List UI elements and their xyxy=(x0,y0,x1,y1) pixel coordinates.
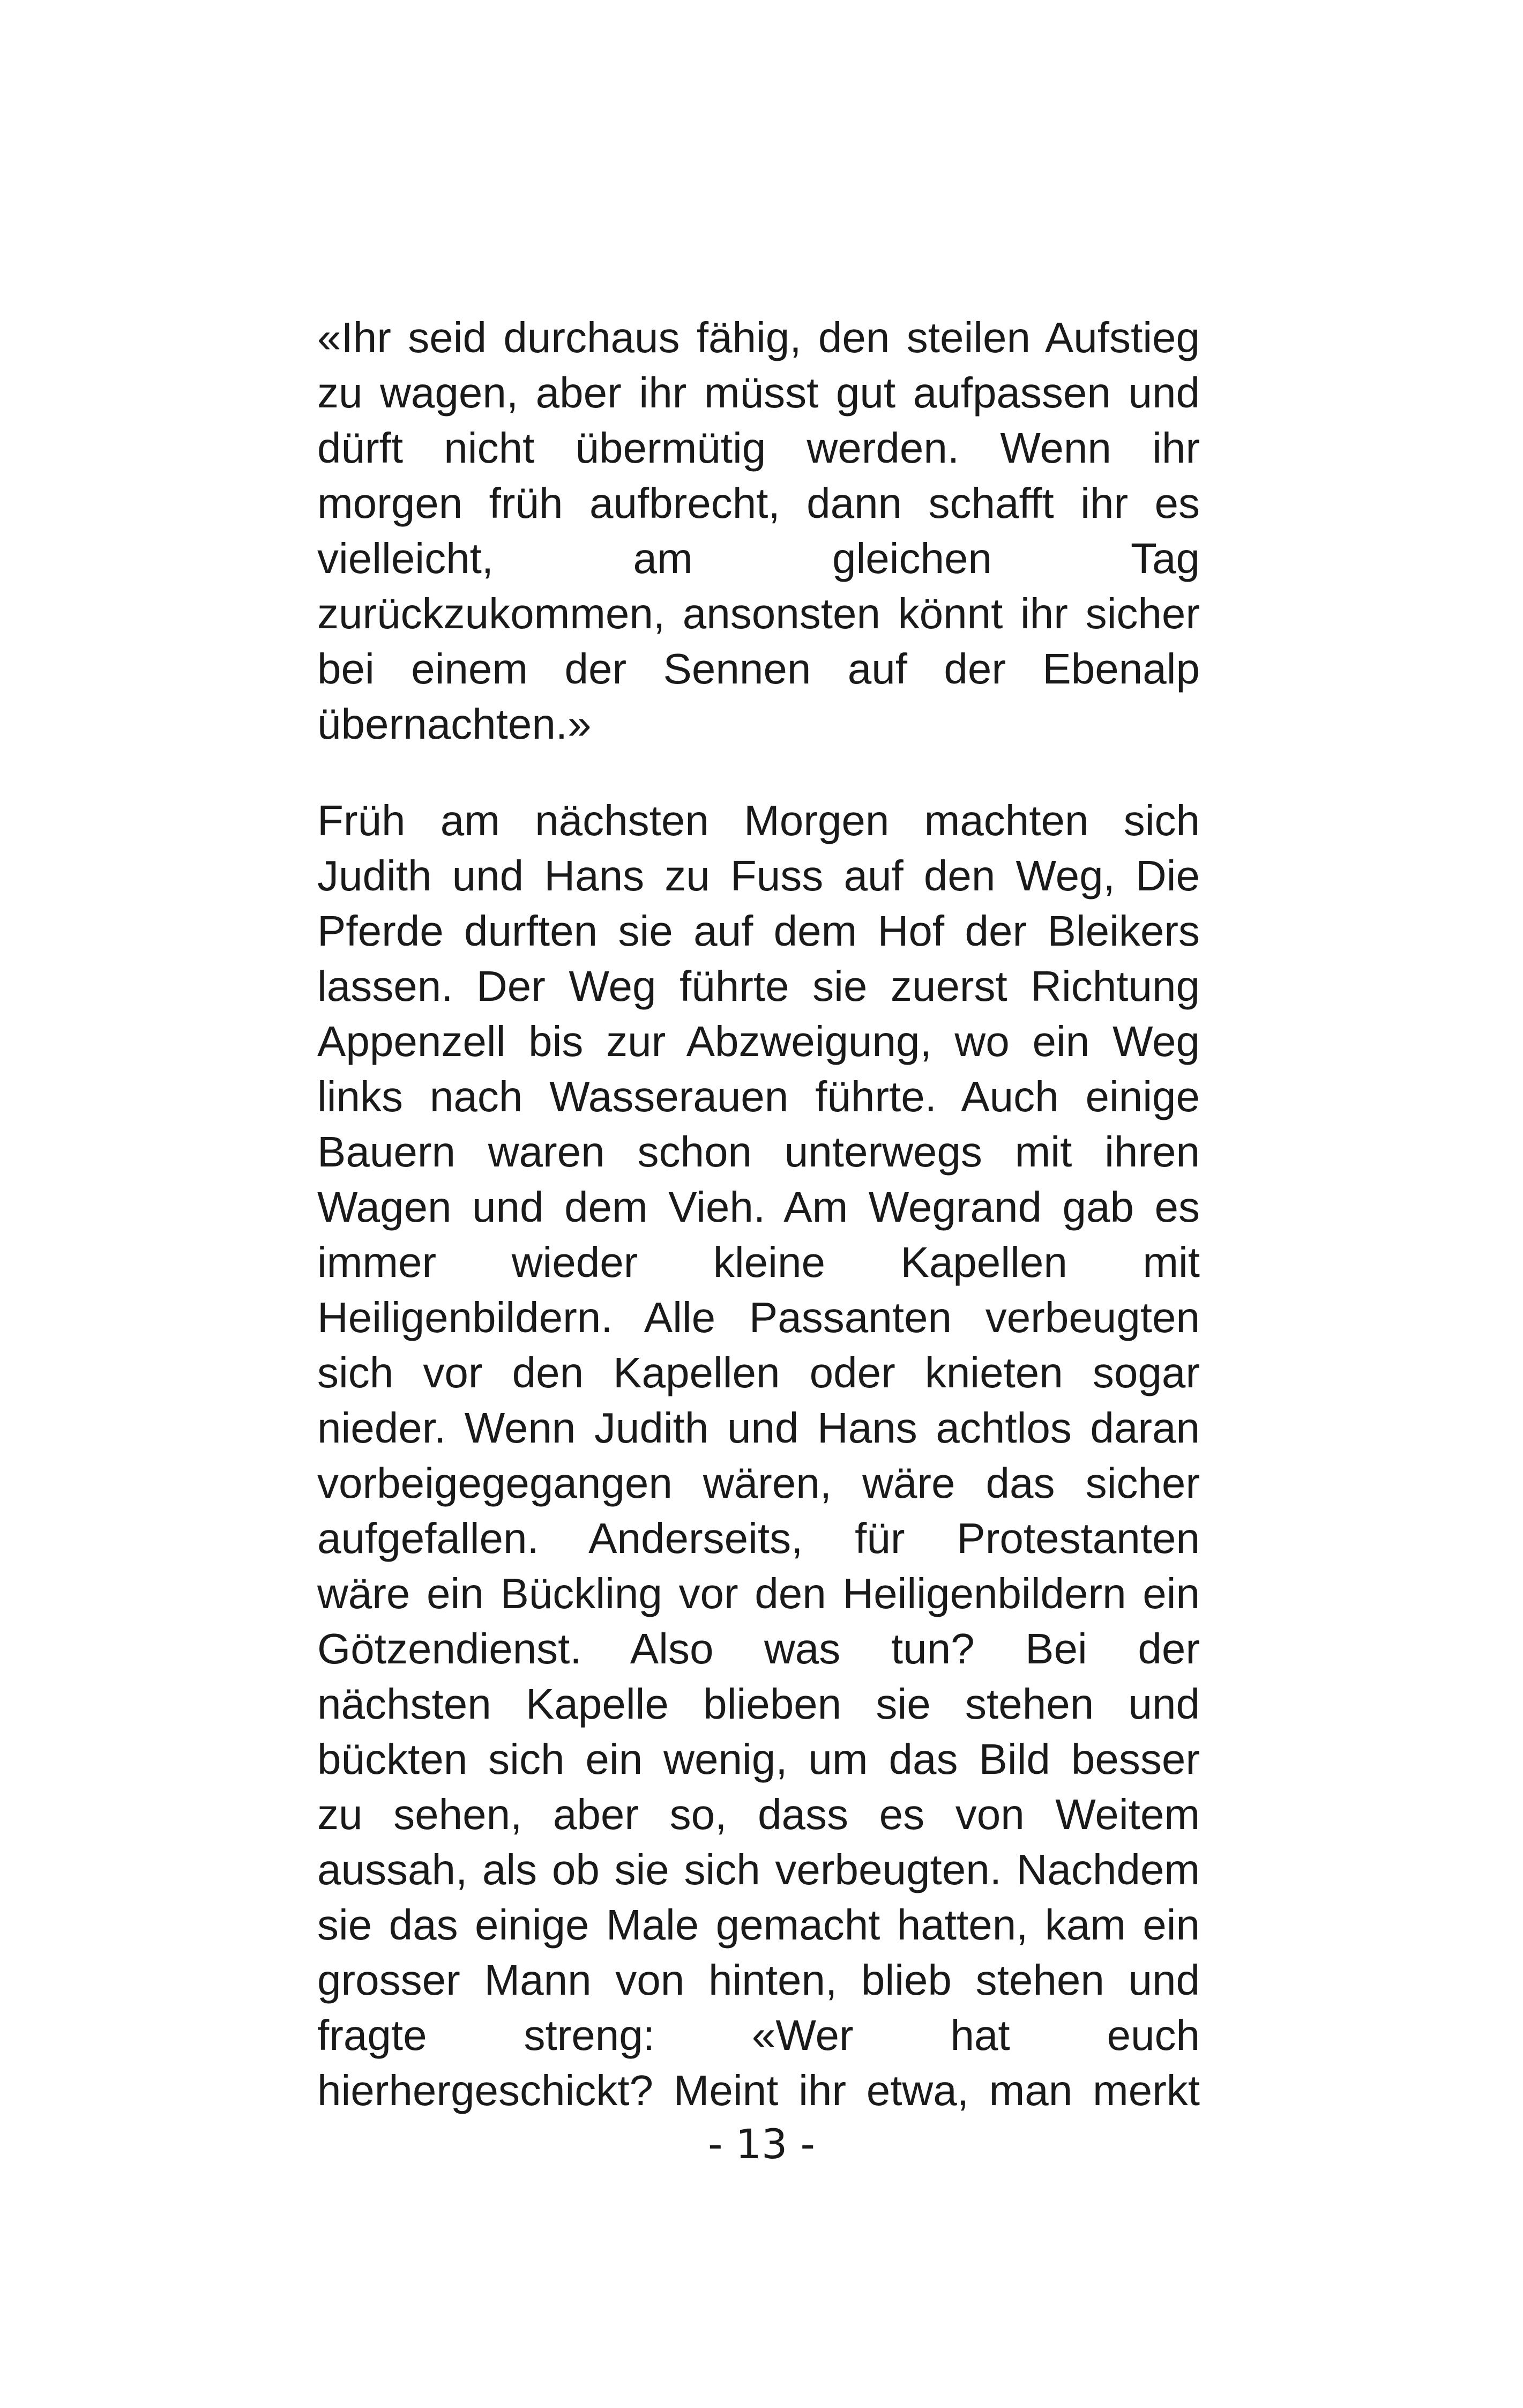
text-line: wäre ein Bückling vor den Heiligenbildern ein xyxy=(317,1570,1200,1617)
text-line: zurückzukommen, ansonsten könnt ihr sicher xyxy=(317,590,1200,637)
text-line: hierhergeschickt? Meint ihr etwa, man merkt xyxy=(317,2067,1200,2114)
text-line: zu sehen, aber so, dass es von Weitem xyxy=(317,1790,1200,1838)
text-line: Appenzell bis zur Abzweigung, wo ein Weg xyxy=(317,1017,1200,1065)
text-line: bei einem der Sennen auf der Ebenalp xyxy=(317,645,1200,693)
page-number: - 13 - xyxy=(708,2120,815,2168)
text-line: Heiligenbildern. Alle Passanten verbeugten xyxy=(317,1294,1200,1341)
text-line: zu wagen, aber ihr müsst gut aufpassen und xyxy=(317,369,1200,417)
text-line: aufgefallen. Anderseits, für Protestanten xyxy=(317,1514,1200,1562)
text-line: nächsten Kapelle blieben sie stehen und xyxy=(317,1680,1200,1728)
text-line: bückten sich ein wenig, um das Bild besser xyxy=(317,1735,1200,1783)
text-line: Wagen und dem Vieh. Am Wegrand gab es xyxy=(317,1183,1200,1231)
text-line: dürft nicht übermütig werden. Wenn ihr xyxy=(317,424,1200,472)
text-line: «Ihr seid durchaus fähig, den steilen Aufstieg xyxy=(317,314,1200,361)
text-line: immer wieder kleine Kapellen mit xyxy=(317,1238,1200,1286)
text-line: aussah, als ob sie sich verbeugten. Nachdem xyxy=(317,1846,1200,1893)
text-line: Götzendienst. Also was tun? Bei der xyxy=(317,1625,1200,1673)
text-line: Pferde durften sie auf dem Hof der Bleikers xyxy=(317,907,1200,955)
text-line: vorbeigegegangen wären, wäre das sicher xyxy=(317,1459,1200,1507)
text-line: sie das einige Male gemacht hatten, kam ein xyxy=(317,1901,1200,1949)
text-line: nieder. Wenn Judith und Hans achtlos daran xyxy=(317,1404,1200,1452)
text-line: übernachten.» xyxy=(317,700,592,748)
text-line: Früh am nächsten Morgen machten sich xyxy=(317,797,1200,844)
text-line: sich vor den Kapellen oder knieten sogar xyxy=(317,1349,1200,1396)
text-line: Bauern waren schon unterwegs mit ihren xyxy=(317,1128,1200,1176)
text-line: lassen. Der Weg führte sie zuerst Richtung xyxy=(317,962,1200,1010)
text-line: grosser Mann von hinten, blieb stehen und xyxy=(317,1956,1200,2004)
paragraph-2 xyxy=(317,793,1200,2118)
text-line: links nach Wasserauen führte. Auch einige xyxy=(317,1073,1200,1120)
text-line: morgen früh aufbrecht, dann schafft ihr es xyxy=(317,479,1200,527)
text-line: vielleicht, am gleichen Tag xyxy=(317,534,1200,582)
text-line: Judith und Hans zu Fuss auf den Weg, Die xyxy=(317,852,1200,900)
text-line: fragte streng: «Wer hat euch xyxy=(317,2011,1200,2059)
paragraph-1 xyxy=(317,310,1200,752)
